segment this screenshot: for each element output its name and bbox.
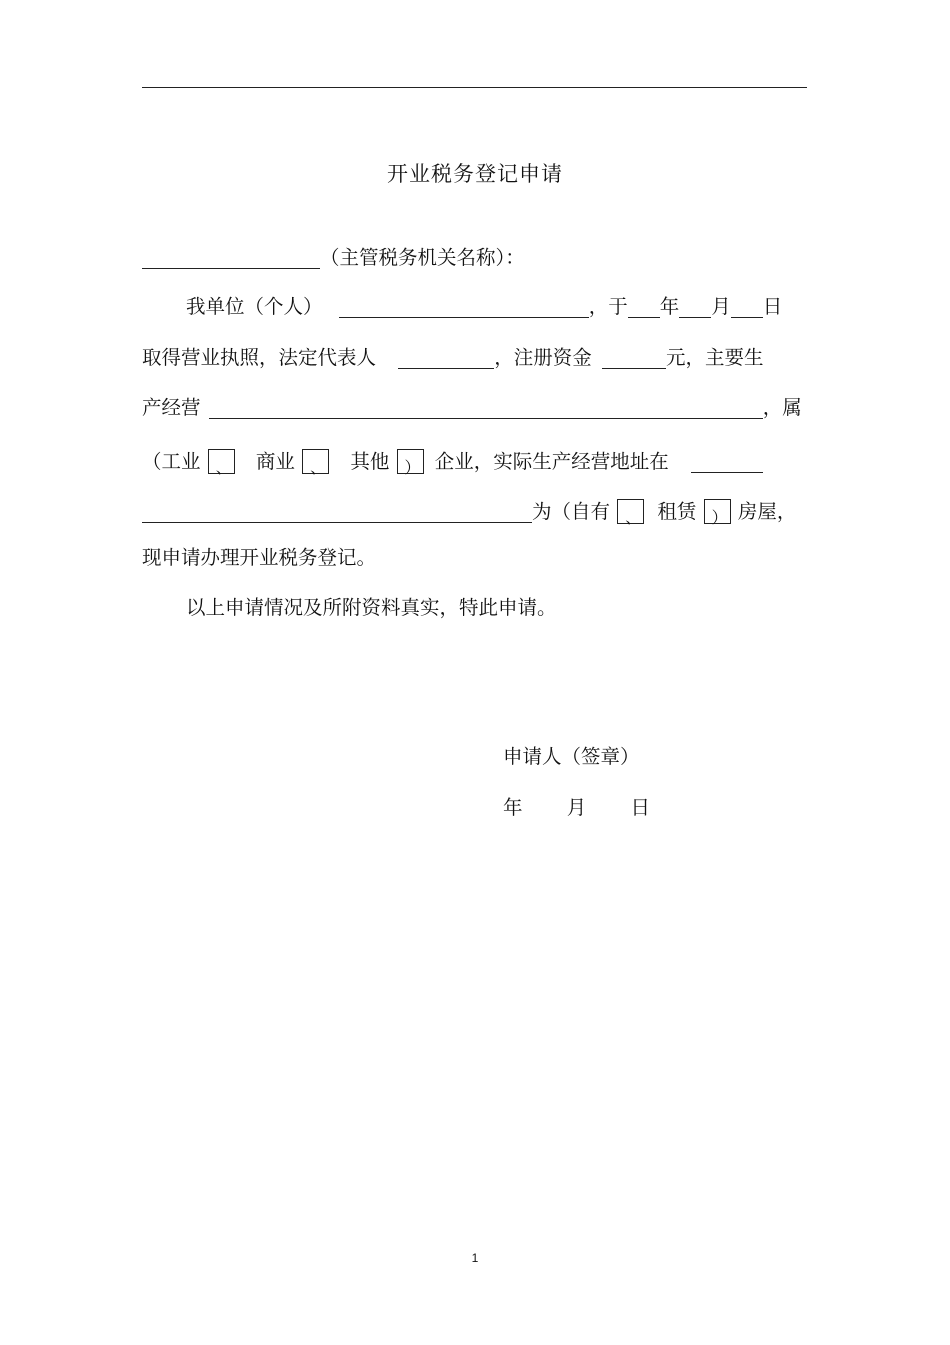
year-blank[interactable]: [628, 295, 660, 318]
applicant-label: 我单位（个人）: [186, 295, 323, 318]
page-number: 1: [471, 1251, 479, 1265]
legal-rep-blank[interactable]: [398, 346, 494, 369]
other-checkbox[interactable]: ）: [397, 449, 424, 474]
owned-checkbox[interactable]: 、: [617, 499, 644, 524]
premises-label: 房屋，: [737, 500, 797, 523]
applicant-line: [186, 293, 782, 321]
industry-checkbox[interactable]: 、: [208, 449, 235, 474]
signature-day: 日: [630, 796, 650, 819]
business-scope-line: [142, 394, 802, 422]
business-scope-label: 产经营: [142, 396, 201, 419]
request-line: 现申请办理开业税务登记。: [142, 546, 377, 569]
other-label: 其他: [350, 450, 390, 473]
applicant-name-blank[interactable]: [339, 295, 589, 318]
year-label: 年: [659, 295, 680, 318]
declaration-line: 以上申请情况及所附资料真实，特此申请。: [186, 596, 557, 619]
date-prefix: ，于: [588, 295, 628, 318]
category-line: [142, 448, 763, 476]
applicant-signature-label: 申请人（签章）: [503, 745, 640, 768]
addressee-label: （主管税务机关名称）：: [320, 246, 525, 269]
leased-label: 租赁: [657, 500, 697, 523]
commerce-checkbox[interactable]: 、: [302, 449, 329, 474]
addressee-line: [142, 244, 525, 272]
address-label: 企业，实际生产经营地址在: [434, 450, 669, 473]
commerce-label: 商业: [255, 450, 295, 473]
tax-authority-blank[interactable]: [142, 246, 320, 269]
day-blank[interactable]: [731, 295, 763, 318]
address-blank-1[interactable]: [691, 450, 763, 473]
category-label: ，属: [762, 396, 802, 419]
business-label: 元，主要生: [665, 346, 764, 369]
capital-blank[interactable]: [602, 346, 666, 369]
business-scope-blank[interactable]: [209, 396, 763, 419]
month-blank[interactable]: [679, 295, 711, 318]
capital-label: ，注册资金: [494, 346, 592, 369]
month-label: 月: [711, 295, 731, 318]
document-title: 开业税务登记申请: [387, 162, 563, 186]
signature-date: [503, 794, 650, 822]
day-label: 日: [762, 295, 783, 318]
address-blank-2[interactable]: [142, 500, 532, 523]
header-rule: [142, 87, 807, 88]
signature-year: 年: [503, 796, 523, 819]
leased-checkbox[interactable]: ）: [704, 499, 731, 524]
license-label: 取得营业执照，法定代表人: [142, 346, 377, 369]
premises-line: [142, 498, 796, 526]
industry-label: （工业: [142, 450, 201, 473]
signature-month: 月: [566, 796, 587, 819]
owned-label: 为（自有: [532, 500, 611, 523]
license-line: [142, 344, 763, 372]
